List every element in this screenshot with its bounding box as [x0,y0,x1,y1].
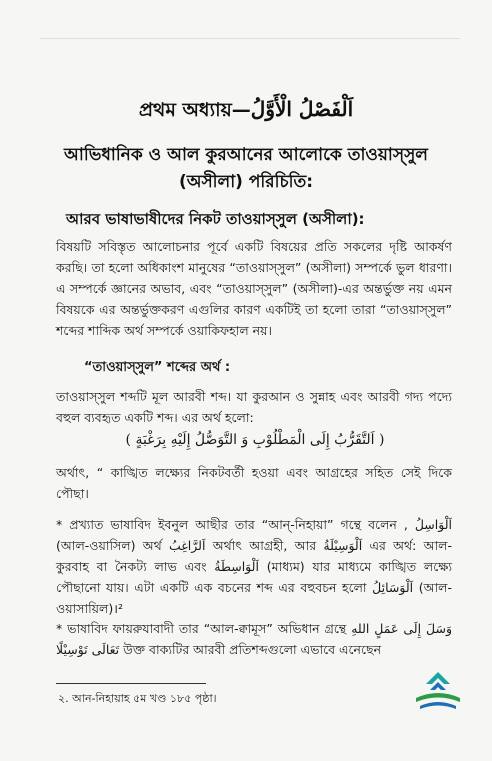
chapter-title-arabic: اَلْفَصْلُ الْأَوَّلُ [250,97,354,121]
chapter-title [0,96,492,128]
footnote-divider [56,683,206,684]
arabic-definition: ( اَلتَّقَرُّبُ إِلَى الْمَطْلُوْبِ وَ التَّوَصُّلُ إِلَيْهِ بِرَغْبَةٍ ) [125,432,385,448]
section-heading: আভিধানিক ও আল কুরআনের আলোকে তাওয়াস্‌সুল (অসীলা) পরিচিতি: [64,145,428,192]
bleed-through-text [40,30,460,70]
footnote: ২. আন-নিহায়াহ ৫ম খণ্ড ১৮৫ পৃষ্ঠা। [58,692,217,705]
paragraph-translation: অর্থাৎ, “ কাঙ্খিত লক্ষ্যের নিকটবর্তী হওয়া এবং আগ্রহের সহিত সেই দিকে পৌছা। [56,465,452,501]
paragraph-meaning: তাওয়াস্‌সুল শব্দটি মূল আরবী শব্দ। যা কুরআন ও সুন্নাহ এবং আরবী গদ্য পদ্যে বহুল ব্যবহৃত একটি শব্দ। এর অর্থ হলো: [56,389,452,425]
paragraph-intro: বিষয়টি সবিস্তৃত আলোচনার পূর্বে একটি বিষয়ের প্রতি সকলের দৃষ্টি আকর্ষণ করছি। তা হলো অধিকাংশ মানুষের “তাওয়াস্‌সুল” (অসীলা) সম্পর্কে ভুল ধারণা। এ সম্পর্কে জ্ঞানের অভাব, এবং “তাওয়াস্‌সুল” (অসীলা)-এর অন্তর্ভুক্ত নয় এমন বিষয়কে এর অন্তর্ভুক্তকরণ এগুলির কারণ একটিই তা হলো তারা “তাওয়াস্‌সুল” শব্দের শাব্দিক অর্থ সম্পর্কে ওয়াকিফহাল নয়। [56,239,452,338]
paragraph-fairuzabadi: * ভাষাবিদ ফায়রুযাবাদী তার “আল-ক্বামূস” অভিধান গ্রন্থে وَسَلَ إِلَى عَمَلٍ اللهِ تَعَالَى تَوْسِيْلًا উক্ত বাক্যটির আরবী প্রতিশব্দগুলো এভাবে এনেছেন [56,621,452,657]
publisher-logo [410,668,466,716]
meaning-label: “তাওয়াস্‌সুল” শব্দের অর্থ : [84,360,231,375]
chapter-title-bengali: প্রথম অধ্যায়— [138,99,251,121]
paragraph-ibn-athir: * প্রখ্যাত ভাষাবিদ ইবনুল আছীর তার “আন্‌-নিহায়া” গন্থে বলেন , اَلْوَاسِلُ (আল-ওয়াসিল) অর্থ اَلرَّاغِبُ অর্থাৎ আগ্রহী, আর اَلْوَسِيْلَةُ এর অর্থ: আল-কুরবাহ বা নৈকট্য লাভ এবং اَلْوَاسِطَةُ (মাধ্যম) যার মাধ্যমে কাঙ্খিত লক্ষ্যে পৌছানো যায়। এটা একটি এক বচনের শব্দ এর বহুবচন হলো اَلْوَسَائِلُ (আল-ওয়াসায়িল)।² [56,517,452,616]
section-subheading: আরব ভাষাভাষীদের নিকট তাওয়াস্‌সুল (অসীলা): [66,210,365,228]
